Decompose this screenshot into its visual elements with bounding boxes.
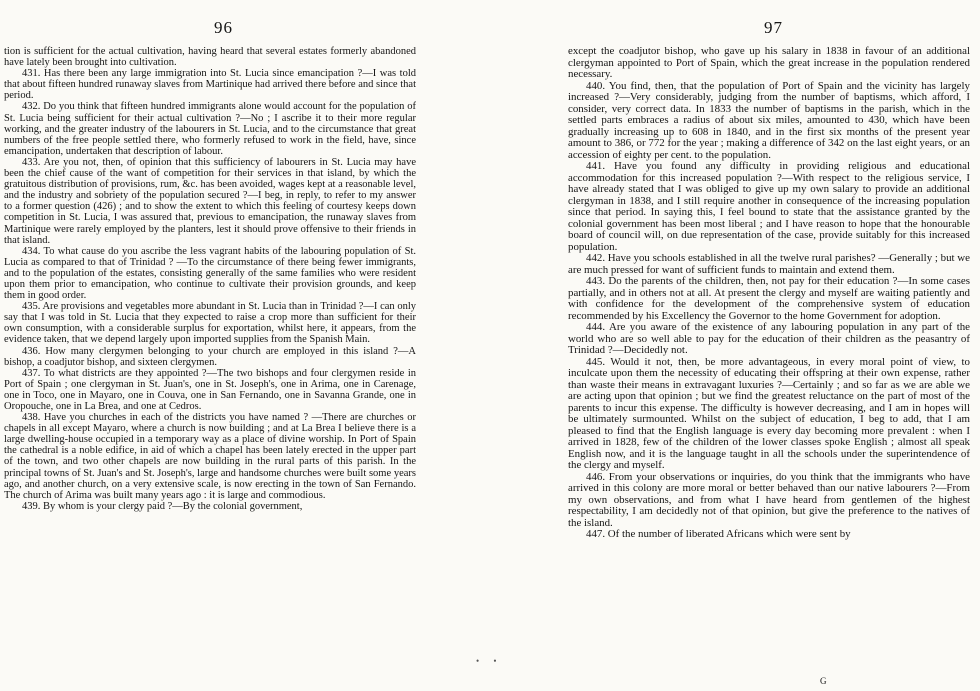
signature-mark: G [820,676,827,686]
paragraph: tion is sufficient for the actual cultivation, having heard that several estates formerly abandoned have lately been brought into cultivation. [4,46,416,69]
paragraph: 433. Are you not, then, of opinion that this sufficiency of labourers in St. Lucia may have been the chief cause of the want of competition for their services in that island, by which the gratuitous distribution of provisions, rum, &c. has been avoided, wages kept at a reasonable level, and the industry and sobriety of the population secured ?—I beg, in reply, to refer to my answer to a former question (426) ; and to show the extent to which this feeling of courtesy keeps down competition in St. Lucia, I was assured that, previous to emancipation, the runaway slaves from Martinique were rarely employed by the planters, lest it should prove offensive to their friends in that island. [4,156,416,246]
paragraph: 446. From your observations or inquiries, do you think that the immigrants who have arrived in this colony are more moral or better behaved than our native labourers ?—From my own observations, and from what I have heard from gentlemen of the highest respectability, I am decidedly not of that opinion, but give the preference to the natives of the island. [568,470,970,529]
paragraph: 434. To what cause do you ascribe the less vagrant habits of the labouring population of St. Lucia as compared to that of Trinidad ? —To the circumstance of there being fewer immigrants, and to the population of the estates, consisting generally of the same families who were resident upon them prior to emancipation, who continue to cultivate their provision grounds, and keep them in good order. [4,245,416,302]
paragraph: 443. Do the parents of the children, then, not pay for their education ?—In some cases partially, and in others not at all. At present the clergy and myself are waiting patiently and with confidence for the development of the comprehensive system of education recommended by his Excellency the Governor to the home Government for adoption. [568,275,970,322]
paragraph: 436. How many clergymen belonging to your church are employed in this island ?—A bishop, a coadjutor bishop, and sixteen clergymen. [4,345,416,368]
paragraph: 445. Would it not, then, be more advantageous, in every moral point of view, to inculcate upon them the necessity of educating their offspring at their own expense, rather than waste their means in extravagant luxuries ?—Certainly ; and so far as we are able we are acting upon that opinion ; but we find the greatest reluctance on the part of most of the parents to incur this expense. The difficulty is however decreasing, and I am in hopes will be ultimately surmounted. Whilst on the subject of education, I beg to add, that I am pleased to find that the English language is every day becoming more prevalent : when I arrived in 1828, few of the children of the lower classes spoke English ; almost all speak English now, and it is the language taught in all the schools under the superintendence of the clergy and myself. [568,355,970,471]
paragraph: 438. Have you churches in each of the districts you have named ? —There are churches or chapels in all except Mayaro, where a church is now building ; and at La Brea I believe there is a large dwelling-house occupied in a temporary way as a place of divine worship. In Port of Spain the cathedral is a noble edifice, in aid of which a chapel has been lately erected in the upper part of the town, and two other chapels are now building in the rural parts of this parish. In the principal towns of St. Juan's and St. Joseph's, large and handsome churches were built some years ago, and another church, on a very extensive scale, is now erecting in the town of San Fernando. The church of Arima was built many years ago : it is large and commodious. [4,412,416,501]
paragraph: 431. Has there been any large immigration into St. Lucia since emancipation ?—I was told that about fifteen hundred runaway slaves from Martinique had arrived there before and since that period. [4,68,416,102]
gutter-mark: • • [476,656,503,666]
paragraph: 439. By whom is your clergy paid ?—By the colonial government, [22,500,303,512]
left-page-number: 96 [214,18,233,37]
paragraph: 432. Do you think that fifteen hundred immigrants alone would account for the population of St. Lucia being sufficient for their actual cultivation ?—No ; I ascribe it to their more regular working, and the greater industry of the labourers in St. Lucia, and to the circumstance that great numbers of the free people settled there, who formerly refused to work in the field, have, since emancipation, undertaken that description of labour. [4,101,416,157]
paragraph: except the coadjutor bishop, who gave up his salary in 1838 in favour of an additional clergyman appointed to Port of Spain, which the great increase in the population rendered necessary. [568,45,970,80]
paragraph: 435. Are provisions and vegetables more abundant in St. Lucia than in Trinidad ?—I can only say that I was told in St. Lucia that they expected to raise a crop more than sufficient for their own consumption, with a considerable surplus for exportation, whilst here, it appears, from the evidence taken, that we depend largely upon imported supplies from the Spanish Main. [4,301,416,346]
right-page-number: 97 [764,18,783,37]
paragraph: 442. Have you schools established in all the twelve rural parishes? —Generally ; but we are much pressed for want of sufficient funds to maintain and extend them. [568,252,970,276]
right-page [490,0,980,691]
paragraph: 437. To what districts are they appointed ?—The two bishops and four clergymen reside in Port of Spain ; one clergyman in St. Juan's, one in St. Joseph's, one in Arima, one in Carenage, one in Toco, one in Mayaro, one in Couva, one in San Fernando, one in Savanna Grande, one in Oropouche, one in La Brea, and one at Cedros. [4,367,416,412]
right-page-text [568,46,970,541]
paragraph: 447. Of the number of liberated Africans which were sent by [586,528,851,540]
left-page-text [4,46,416,512]
paragraph: 444. Are you aware of the existence of any labouring population in any part of the world who are so well able to pay for the education of their children as the peasantry of Trinidad ?—Decidedly not. [568,321,970,356]
paragraph: 441. Have you found any difficulty in providing religious and educational accommodation for this increased population ?—With respect to the religious service, I have already stated that I was obliged to give up my own salary to provide an additional clergyman in 1838, and I still require another in consequence of the increasing population since that period. In saying this, I feel bound to state that the assistance granted by the colonial government has been most liberal ; and I have reason to hope that the honourable board of council will, on due representation of the case, provide suitably for this increased population. [568,160,970,253]
paragraph: 440. You find, then, that the population of Port of Spain and the vicinity has largely increased ?—Very considerably, judging from the number of baptisms, which afford, I consider, very correct data. In 1833 the number of baptisms in the parish, which in the settled parts embraces a radius of about six miles, amounted to 430, which have been gradually increasing up to 608 in 1840, and in the first six months of the present year amount to 386, or 772 for the year ; making a difference of 342 on the last eight years, or an accession of eighty per cent. to the population. [568,79,970,161]
